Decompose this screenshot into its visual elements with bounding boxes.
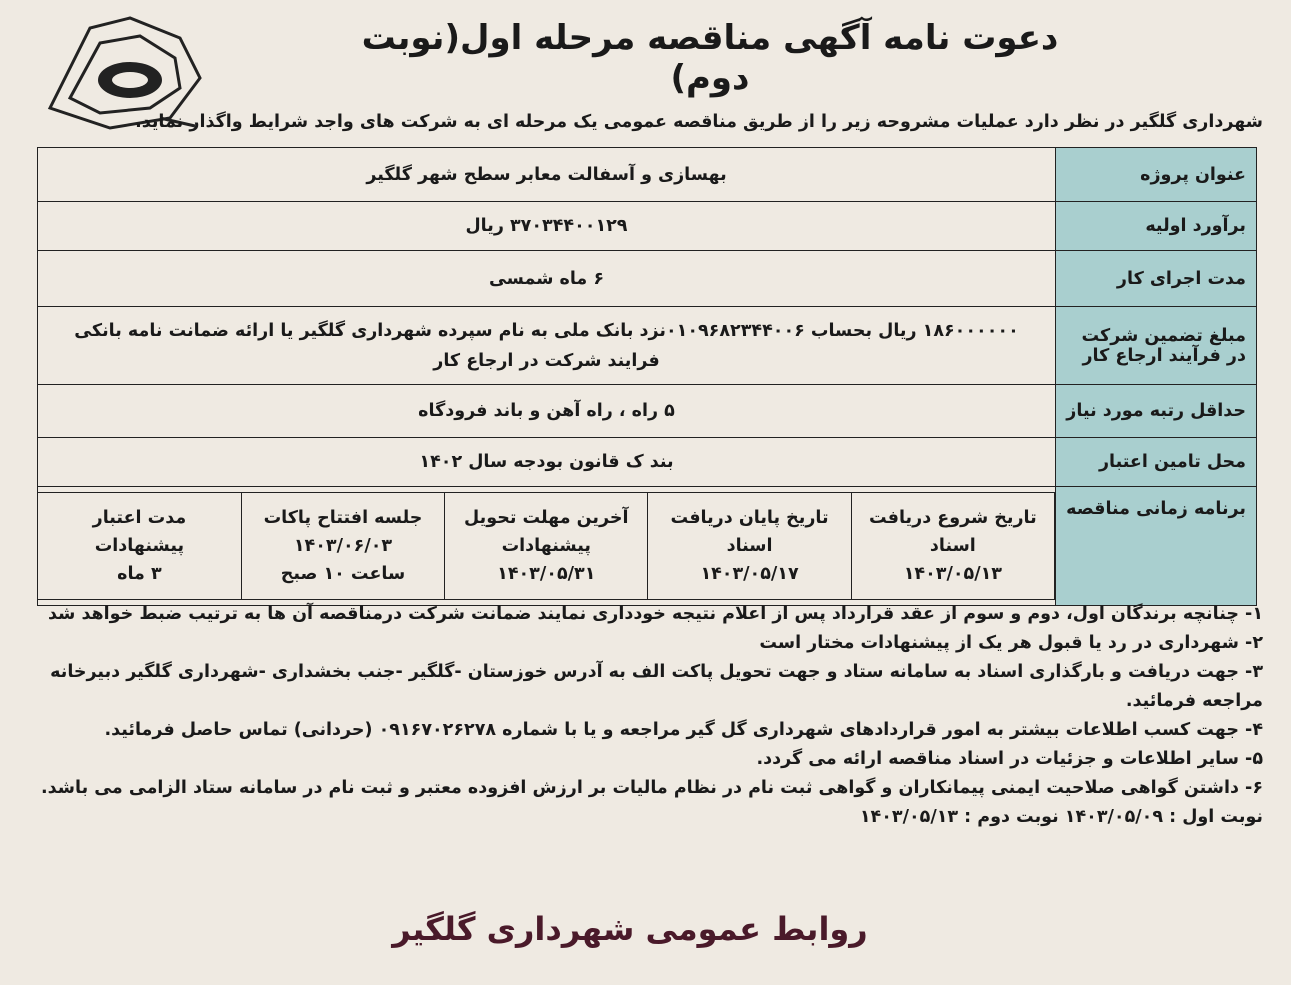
- schedule-item-title: تاریخ شروع دریافت اسناد: [869, 508, 1037, 556]
- schedule-label: برنامه زمانی مناقصه: [1056, 487, 1257, 606]
- duration-label: مدت اجرای کار: [1056, 251, 1257, 307]
- table-row: [38, 438, 1257, 487]
- list-item: ۳- جهت دریافت و بارگذاری اسناد به سامانه ستاد و جهت تحویل پاکت الف به آدرس خوزستان -گلگیر -جنب بخشداری -شهرداری گلگیر دبیرخانه مراجعه فرمائید.: [50, 662, 1263, 711]
- schedule-item-extra: ساعت ۱۰ صبح: [280, 564, 406, 584]
- list-item: ۵- سایر اطلاعات و جزئیات در اسناد مناقصه ارائه می گردد.: [756, 749, 1263, 769]
- list-item: ۶- داشتن گواهی صلاحیت ایمنی پیمانکاران و گواهی ثبت نام در نظام مالیات بر ارزش افزوده معتبر و ثبت نام در سامانه ستاد الزامی می باشد.: [41, 778, 1263, 798]
- project-title-label: عنوان پروژه: [1056, 148, 1257, 202]
- list-item: ۱- چنانچه برندگان اول، دوم و سوم از عقد قرارداد پس از اعلام نتیجه خودداری نمایند ضمانت شرکت درمناقصه آن ها به ترتیب ضبط خواهد شد: [48, 604, 1263, 624]
- table-row: [38, 385, 1257, 438]
- guarantee-value: ۱۸۶۰۰۰۰۰۰ ریال بحساب ۰۱۰۹۶۸۲۳۴۴۰۰۶نزد بانک ملی به نام سپرده شهرداری گلگیر یا ارائه ضمانت نامه بانکی فرایند شرکت در ارجاع کار: [38, 307, 1056, 385]
- list-item: ۲- شهرداری در رد یا قبول هر یک از پیشنهادات مختار است: [759, 633, 1263, 653]
- estimate-value: ۳۷۰۳۴۴۰۰۱۲۹ ریال: [38, 202, 1056, 251]
- schedule-item: [851, 493, 1054, 600]
- estimate-label: برآورد اولیه: [1056, 202, 1257, 251]
- schedule-item: [241, 493, 444, 600]
- guarantee-label: مبلغ تضمین شرکت در فرآیند ارجاع کار: [1056, 307, 1257, 385]
- project-title-value: بهسازی و آسفالت معابر سطح شهر گلگیر: [38, 148, 1056, 202]
- schedule-item: [445, 493, 648, 600]
- notes-list: [23, 600, 1263, 832]
- grade-label: حداقل رتبه مورد نیاز: [1056, 385, 1257, 438]
- schedule-item-title: مدت اعتبار پیشنهادات: [92, 508, 187, 556]
- schedule-item: [38, 493, 241, 600]
- schedule-item-value: ۱۴۰۳/۰۶/۰۳: [293, 536, 393, 556]
- table-row: [38, 202, 1257, 251]
- page-title: دعوت نامه آگهی مناقصه مرحله اول(نوبت دوم): [361, 18, 1059, 98]
- schedule-item-title: جلسه افتتاح پاکات: [263, 508, 423, 528]
- schedule-item-value: ۱۴۰۳/۰۵/۱۷: [700, 564, 799, 584]
- schedule-item-value: ۱۴۰۳/۰۵/۳۱: [497, 564, 596, 584]
- schedule-item-title: آخرین مهلت تحویل پیشنهادات: [464, 508, 629, 556]
- schedule-item-value: ۳ ماه: [117, 564, 162, 584]
- table-row: [38, 307, 1257, 385]
- schedule-item-title: تاریخ پایان دریافت اسناد: [670, 508, 829, 556]
- funding-label: محل تامین اعتبار: [1056, 438, 1257, 487]
- schedule-item: [648, 493, 851, 600]
- list-item: ۴- جهت کسب اطلاعات بیشتر به امور قراردادهای شهرداری گل گیر مراجعه و یا با شماره ۰۹۱۶۷۰۲۶۲۷۸ (حردانی) تماس حاصل فرمائید.: [104, 720, 1263, 740]
- schedule-cell: [38, 487, 1056, 606]
- table-row: [38, 251, 1257, 307]
- footer-signature: روابط عمومی شهرداری گلگیر: [392, 910, 868, 948]
- tender-info-table: [37, 147, 1257, 606]
- table-row: [38, 487, 1257, 606]
- schedule-item-value: ۱۴۰۳/۰۵/۱۳: [903, 564, 1002, 584]
- table-row: [38, 148, 1257, 202]
- funding-value: بند ک قانون بودجه سال ۱۴۰۲: [38, 438, 1056, 487]
- schedule-table: [38, 492, 1055, 600]
- publication-dates: نوبت اول : ۱۴۰۳/۰۵/۰۹ نوبت دوم : ۱۴۰۳/۰۵/۱۳: [859, 807, 1263, 827]
- grade-value: ۵ راه ، راه آهن و باند فرودگاه: [38, 385, 1056, 438]
- duration-value: ۶ ماه شمسی: [38, 251, 1056, 307]
- intro-text: شهرداری گلگیر در نظر دارد عملیات مشروحه زیر را از طریق مناقصه عمومی یک مرحله ای به شرکت های واجد شرایط واگذار نماید.: [135, 112, 1263, 132]
